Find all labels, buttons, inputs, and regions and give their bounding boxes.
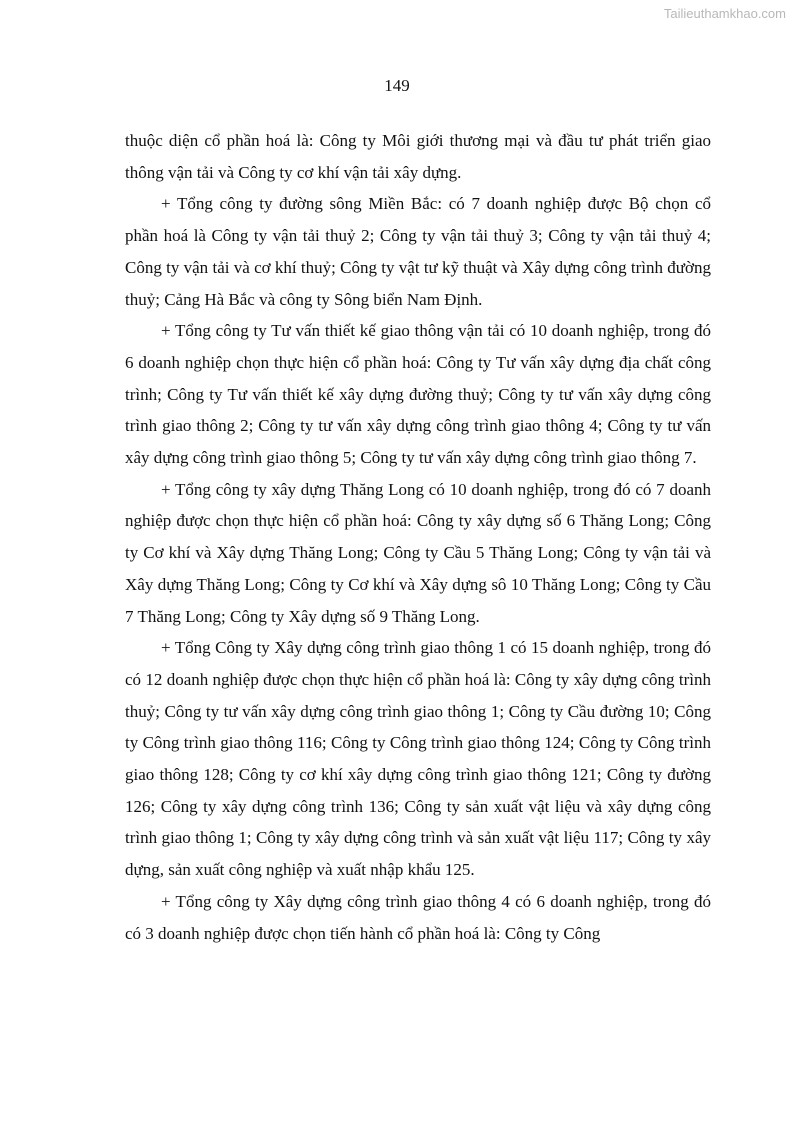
document-body <box>125 125 711 949</box>
page-number: 149 <box>384 76 410 95</box>
paragraph-1: thuộc diện cổ phần hoá là: Công ty Môi giới thương mại và đầu tư phát triển giao thông vận tải và Công ty cơ khí vận tải xây dựng. <box>125 131 711 182</box>
paragraph-2: + Tổng công ty đường sông Miền Bắc: có 7 doanh nghiệp được Bộ chọn cổ phần hoá là Công ty vận tải thuỷ 2; Công ty vận tải thuỷ 3; Công ty vận tải thuỷ 4; Công ty vận tải và cơ khí thuỷ; Công ty vật tư kỹ thuật và Xây dựng công trình đường thuỷ; Cảng Hà Bắc và công ty Sông biển Nam Định. <box>125 194 711 309</box>
paragraph-4: + Tổng công ty xây dựng Thăng Long có 10 doanh nghiệp, trong đó có 7 doanh nghiệp được chọn thực hiện cổ phần hoá: Công ty xây dựng số 6 Thăng Long; Công ty Cơ khí và Xây dựng Thăng Long; Công ty Cầu 5 Thăng Long; Công ty vận tải và Xây dựng Thăng Long; Công ty Cơ khí và Xây dựng sô 10 Thăng Long; Công ty Cầu 7 Thăng Long; Công ty Xây dựng số 9 Thăng Long. <box>125 479 711 626</box>
watermark: Tailieuthamkhao.com <box>663 6 786 21</box>
paragraph-5: + Tổng Công ty Xây dựng công trình giao thông 1 có 15 doanh nghiệp, trong đó có 12 doanh nghiệp được chọn thực hiện cổ phần hoá là: Công ty xây dựng công trình thuỷ; Công ty tư vấn xây dựng công trình giao thông 1; Công ty Cầu đường 10; Công ty Công trình giao thông 116; Công ty Công trình giao thông 124; Công ty Công trình giao thông 128; Công ty cơ khí xây dựng công trình giao thông 121; Công ty đường 126; Công ty xây dựng công trình 136; Công ty sản xuất vật liệu và xây dựng công trình giao thông 1; Công ty xây dựng công trình và sản xuất vật liệu 117; Công ty xây dựng, sản xuất công nghiệp và xuất nhập khẩu 125. <box>125 638 711 880</box>
paragraph-3: + Tổng công ty Tư vấn thiết kế giao thông vận tải có 10 doanh nghiệp, trong đó 6 doanh nghiệp chọn thực hiện cổ phần hoá: Công ty Tư vấn xây dựng địa chất công trình; Công ty Tư vấn thiết kế xây dựng đường thuỷ; Công ty tư vấn xây dựng công trình giao thông 2; Công ty tư vấn xây dựng công trình giao thông 4; Công ty tư vấn xây dựng công trình giao thông 5; Công ty tư vấn xây dựng công trình giao thông 7. <box>125 321 711 468</box>
paragraph-6: + Tổng công ty Xây dựng công trình giao thông 4 có 6 doanh nghiệp, trong đó có 3 doanh nghiệp được chọn tiến hành cổ phần hoá là: Công ty Công <box>125 891 711 943</box>
